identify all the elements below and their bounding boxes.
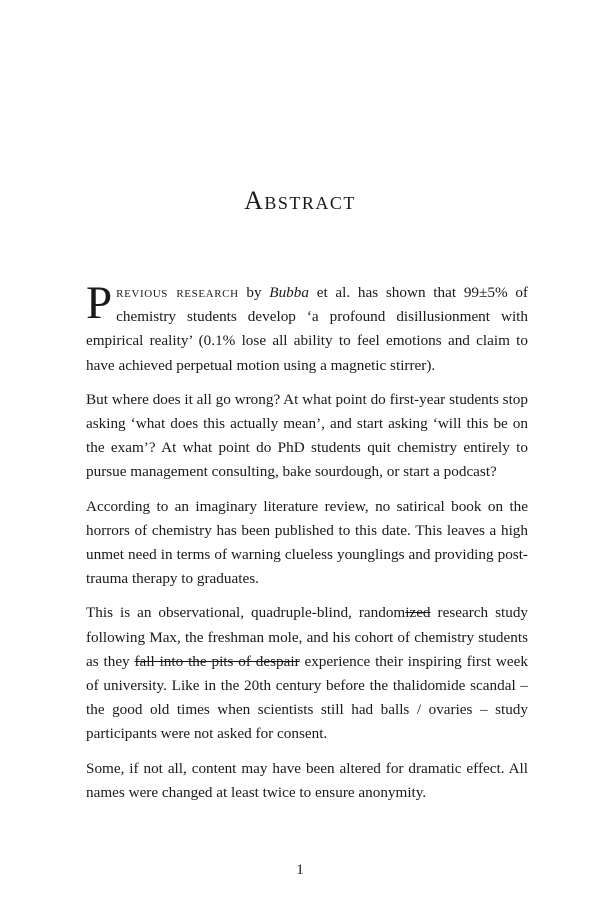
paragraph-4-text-b: research study following Max, the freshman mole, and his cohort of chemistry students as they	[86, 604, 529, 670]
drop-cap: P	[86, 277, 113, 329]
paragraph-1-text-a: by	[238, 284, 270, 301]
abstract-body	[86, 277, 529, 815]
struck-text-2: fall into the pits of despair	[134, 652, 300, 670]
paragraph-5: Some, if not all, content may have been altered for dramatic effect. All names were changed at least twice to ensure anonymity.	[86, 759, 528, 801]
struck-text-1: ized	[405, 604, 431, 622]
paragraph-3: According to an imaginary literature review, no satirical book on the horrors of chemistry has been published to this date. This leaves a high unmet need in terms of warning clueless younglings and providing post-trauma therapy to graduates.	[86, 497, 528, 588]
paragraph-4	[86, 601, 528, 746]
small-caps-lead: revious research	[116, 284, 239, 301]
paragraph-4-text-c: experience their inspiring first week of university. Like in the 20th century before the thalidomide scandal – the good old times when scientists still had balls / ovaries – study participants were not asked for consent.	[86, 652, 528, 743]
paragraph-4-text-a: This is an observational, quadruple-blind, random	[86, 604, 406, 622]
page-number: 1	[296, 862, 304, 878]
paragraph-1-text-b: et al. has shown that 99±5% of chemistry students develop ‘a profound disillusionment with empirical reality’ (0.1% lose all ability to feel emotions and claim to have achieved perpetual motion using a magnetic stirrer).	[86, 284, 528, 374]
paragraph-1	[86, 277, 528, 378]
author-name: Bubba	[269, 284, 309, 301]
paragraph-2: But where does it all go wrong? At what point do first-year students stop asking ‘what does this actually mean’, and start asking ‘will this be on the exam’? At what point do PhD students quit chemistry entirely to pursue management consulting, bake sourdough, or start a podcast?	[86, 390, 528, 481]
abstract-title: Abstract	[244, 186, 356, 215]
